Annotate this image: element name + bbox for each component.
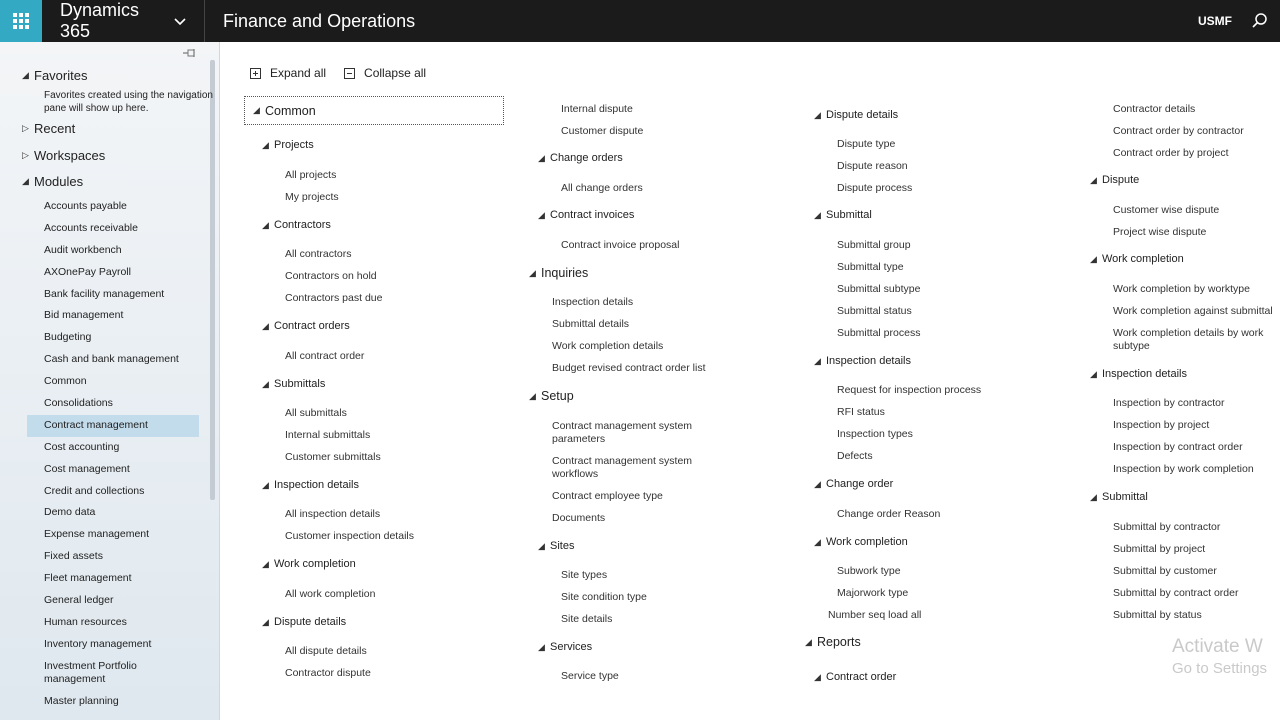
search-icon[interactable]	[1250, 11, 1270, 31]
group-change-orders[interactable]	[538, 152, 623, 164]
expand-triangle-icon: ▷	[22, 123, 29, 133]
module-item[interactable]: Bid management	[44, 309, 124, 322]
link-wc-against-submittal[interactable]: Work completion against submittal	[1113, 305, 1273, 317]
group-label: Setup	[541, 389, 574, 403]
link-site-types[interactable]: Site types	[561, 569, 608, 581]
group-setup[interactable]	[529, 389, 574, 403]
link-submittal-by-contractor[interactable]: Submittal by contractor	[1113, 521, 1221, 533]
module-item[interactable]: Cost management	[44, 462, 130, 475]
link-all-contract-order[interactable]: All contract order	[285, 350, 365, 362]
group-contract-invoices[interactable]	[538, 209, 634, 221]
link-change-order-reason[interactable]: Change order Reason	[837, 508, 941, 520]
group-reports[interactable]	[805, 635, 861, 649]
link-inspection-details[interactable]: Inspection details	[552, 296, 634, 308]
group-inspection-details[interactable]	[1090, 368, 1187, 380]
chevron-down-icon	[174, 13, 186, 29]
link-contractors-past-due[interactable]: Contractors past due	[285, 292, 383, 304]
group-dispute[interactable]	[1090, 174, 1139, 186]
module-item[interactable]: Cash and bank management	[44, 353, 179, 366]
navigation-pane	[0, 42, 220, 720]
collapse-triangle-icon: ◢	[538, 209, 545, 220]
group-common[interactable]	[244, 96, 504, 125]
link-customer-dispute[interactable]: Customer dispute	[561, 125, 644, 137]
collapse-triangle-icon: ◢	[814, 536, 821, 547]
link-internal-dispute[interactable]: Internal dispute	[561, 103, 633, 115]
group-work-completion[interactable]	[1090, 253, 1184, 265]
expand-all-label: Expand all	[270, 66, 327, 80]
group-contract-orders[interactable]	[262, 320, 350, 332]
module-item[interactable]: Demo data	[44, 506, 96, 519]
link-submittal-by-project[interactable]: Submittal by project	[1113, 543, 1206, 555]
link-submittal-subtype[interactable]: Submittal subtype	[837, 283, 921, 295]
link-contract-employee-type[interactable]: Contract employee type	[552, 490, 663, 502]
product-switcher[interactable]	[42, 0, 205, 42]
module-item[interactable]: General ledger	[44, 594, 114, 607]
link-customer-wise-dispute[interactable]: Customer wise dispute	[1113, 204, 1220, 216]
link-site-condition-type[interactable]: Site condition type	[561, 591, 647, 603]
collapse-all-label: Collapse all	[364, 66, 427, 80]
link-inspection-by-contractor[interactable]: Inspection by contractor	[1113, 397, 1225, 409]
module-item[interactable]: Cost accounting	[44, 440, 120, 453]
link-contract-order-by-project[interactable]: Contract order by project	[1113, 147, 1229, 159]
favorites-note: Favorites created using the navigation pane will show up here.	[44, 90, 213, 114]
group-label: Work completion	[826, 536, 908, 548]
collapse-triangle-icon: ◢	[262, 139, 269, 150]
link-contractor-details[interactable]: Contractor details	[1113, 103, 1196, 115]
link-documents[interactable]: Documents	[552, 512, 606, 524]
link-wc-details-by-work-subtype[interactable]: Work completion details by work subtype	[1113, 327, 1264, 352]
group-label: Reports	[817, 635, 861, 649]
group-services[interactable]	[538, 641, 592, 653]
link-all-inspection-details[interactable]: All inspection details	[285, 508, 381, 520]
collapse-triangle-icon: ◢	[814, 109, 821, 120]
link-project-wise-dispute[interactable]: Project wise dispute	[1113, 226, 1207, 238]
link-request-inspection-process[interactable]: Request for inspection process	[837, 384, 982, 396]
module-item[interactable]: Human resources	[44, 615, 127, 628]
nav-workspaces-label: Workspaces	[34, 148, 106, 163]
collapse-triangle-icon: ◢	[262, 219, 269, 230]
collapse-triangle-icon: ◢	[262, 378, 269, 389]
link-submittal-by-contract-order[interactable]: Submittal by contract order	[1113, 587, 1239, 599]
group-common-label: Common	[265, 103, 316, 118]
link-defects[interactable]: Defects	[837, 450, 873, 462]
link-all-dispute-details[interactable]: All dispute details	[285, 645, 367, 657]
link-dispute-process[interactable]: Dispute process	[837, 182, 913, 194]
module-item[interactable]: Inventory management	[44, 637, 152, 650]
collapse-triangle-icon: ◢	[814, 355, 821, 366]
module-item[interactable]: Fleet management	[44, 572, 132, 585]
link-all-work-completion[interactable]: All work completion	[285, 588, 376, 600]
watermark-line2: Go to Settings	[1172, 660, 1268, 677]
module-item[interactable]: Credit and collections	[44, 484, 145, 497]
collapse-triangle-icon: ◢	[22, 70, 29, 80]
activation-watermark	[1172, 636, 1280, 677]
group-label: Contractors	[274, 219, 331, 231]
link-cms-workflows[interactable]: Contract management system workflows	[552, 455, 693, 480]
group-label: Submittal	[1102, 491, 1148, 503]
collapse-triangle-icon: ◢	[529, 390, 536, 401]
module-list	[27, 196, 199, 713]
module-item[interactable]: Accounts payable	[44, 200, 127, 212]
collapse-triangle-icon: ◢	[814, 209, 821, 220]
collapse-triangle-icon: ◢	[1090, 491, 1097, 502]
link-submittal-details[interactable]: Submittal details	[552, 318, 630, 330]
group-projects[interactable]	[262, 139, 314, 151]
group-dispute-details[interactable]	[262, 616, 346, 628]
expand-triangle-icon: ▷	[22, 150, 29, 160]
link-my-projects[interactable]: My projects	[285, 191, 339, 203]
module-item[interactable]: Master planning	[44, 694, 119, 707]
link-budget-revised-contract-order-list[interactable]: Budget revised contract order list	[552, 362, 706, 374]
link-dispute-type[interactable]: Dispute type	[837, 138, 896, 150]
brand-label: Dynamics 365	[60, 0, 140, 41]
module-item[interactable]: Budgeting	[44, 331, 92, 344]
module-item[interactable]: Expense management	[44, 528, 150, 541]
group-label: Inspection details	[1102, 368, 1187, 380]
group-contractors[interactable]	[262, 219, 331, 231]
group-inspection-details[interactable]	[814, 355, 911, 367]
group-label: Change orders	[550, 152, 623, 164]
link-inspection-by-work-completion[interactable]: Inspection by work completion	[1113, 463, 1254, 475]
nav-favorites-label: Favorites	[34, 68, 88, 83]
link-dispute-reason[interactable]: Dispute reason	[837, 160, 908, 172]
link-majorwork-type[interactable]: Majorwork type	[837, 587, 909, 599]
collapse-icon	[344, 68, 355, 79]
collapse-all-button[interactable]	[344, 66, 426, 80]
group-label: Inspection details	[274, 479, 359, 491]
collapse-triangle-icon: ◢	[814, 478, 821, 489]
expand-all-button[interactable]	[250, 66, 326, 80]
nav-workspaces[interactable]	[22, 148, 105, 163]
group-label: Dispute	[1102, 174, 1140, 186]
collapse-triangle-icon: ◢	[1090, 253, 1097, 264]
link-all-submittals[interactable]: All submittals	[285, 407, 347, 419]
collapse-triangle-icon: ◢	[262, 320, 269, 331]
group-label: Work completion	[274, 558, 356, 570]
group-label: Dispute details	[274, 616, 347, 628]
company-picker[interactable]: USMF	[1198, 14, 1232, 28]
pin-icon[interactable]	[183, 48, 197, 61]
link-submittal-type[interactable]: Submittal type	[837, 261, 904, 273]
link-inspection-by-contract-order[interactable]: Inspection by contract order	[1113, 441, 1243, 453]
group-change-order[interactable]	[814, 478, 893, 490]
group-work-completion[interactable]	[262, 558, 356, 570]
link-rfi-status[interactable]: RFI status	[837, 406, 885, 418]
link-work-completion-details[interactable]: Work completion details	[552, 340, 664, 352]
link-submittal-group[interactable]: Submittal group	[837, 239, 911, 251]
module-item[interactable]: Fixed assets	[44, 550, 103, 563]
nav-favorites[interactable]	[22, 68, 87, 83]
link-service-type[interactable]: Service type	[561, 670, 619, 682]
module-item[interactable]: AXOnePay Payroll	[44, 265, 131, 278]
link-inspection-by-project[interactable]: Inspection by project	[1113, 419, 1210, 431]
workspace-toolbar	[250, 66, 444, 80]
nav-modules-label: Modules	[34, 174, 84, 189]
nav-scrollbar[interactable]	[210, 60, 215, 500]
link-contract-order-by-contractor[interactable]: Contract order by contractor	[1113, 125, 1244, 137]
waffle-icon	[13, 13, 29, 29]
group-label: Contract order	[826, 671, 897, 683]
link-contractor-dispute[interactable]: Contractor dispute	[285, 667, 371, 679]
group-label: Submittal	[826, 209, 872, 221]
module-item[interactable]: Consolidations	[44, 397, 113, 410]
nav-modules[interactable]	[22, 174, 83, 189]
collapse-triangle-icon: ◢	[529, 267, 536, 278]
group-submittal[interactable]	[814, 209, 872, 221]
group-label: Inquiries	[541, 266, 589, 280]
group-label: Sites	[550, 540, 575, 552]
link-all-contractors[interactable]: All contractors	[285, 248, 352, 260]
module-item[interactable]: Bank facility management	[44, 287, 165, 300]
group-label: Work completion	[1102, 253, 1184, 265]
watermark-line1: Activate W	[1172, 636, 1263, 657]
link-submittal-by-status[interactable]: Submittal by status	[1113, 609, 1202, 621]
collapse-triangle-icon: ◢	[538, 152, 545, 163]
link-site-details[interactable]: Site details	[561, 613, 613, 625]
app-launcher-button[interactable]	[0, 0, 42, 42]
module-item[interactable]: Audit workbench	[44, 243, 122, 256]
collapse-triangle-icon: ◢	[538, 540, 545, 551]
link-number-seq-load-all[interactable]: Number seq load all	[828, 609, 922, 621]
link-inspection-types[interactable]: Inspection types	[837, 428, 913, 440]
group-contract-order[interactable]	[814, 671, 896, 683]
nav-recent[interactable]	[22, 121, 75, 136]
link-submittal-status[interactable]: Submittal status	[837, 305, 912, 317]
collapse-triangle-icon: ◢	[262, 616, 269, 627]
group-submittals[interactable]	[262, 378, 325, 390]
group-inquiries[interactable]	[529, 266, 588, 280]
collapse-triangle-icon: ◢	[814, 671, 821, 682]
group-label: Inspection details	[826, 355, 911, 367]
nav-recent-label: Recent	[34, 121, 76, 136]
link-submittal-by-customer[interactable]: Submittal by customer	[1113, 565, 1217, 577]
top-bar	[0, 0, 1280, 42]
link-wc-by-worktype[interactable]: Work completion by worktype	[1113, 283, 1250, 295]
group-submittal[interactable]	[1090, 491, 1148, 503]
link-contract-invoice-proposal[interactable]: Contract invoice proposal	[561, 239, 680, 251]
module-item[interactable]: Common	[44, 375, 87, 388]
link-submittal-process[interactable]: Submittal process	[837, 327, 921, 339]
collapse-triangle-icon: ◢	[805, 636, 812, 647]
link-all-change-orders[interactable]: All change orders	[561, 182, 643, 194]
link-customer-submittals[interactable]: Customer submittals	[285, 451, 381, 463]
module-item-selected[interactable]: Contract management	[27, 415, 199, 437]
module-item[interactable]: Investment Portfolio management	[44, 659, 137, 685]
group-work-completion[interactable]	[814, 536, 908, 548]
collapse-triangle-icon: ◢	[253, 105, 260, 115]
collapse-triangle-icon: ◢	[262, 558, 269, 569]
link-subwork-type[interactable]: Subwork type	[837, 565, 901, 577]
link-internal-submittals[interactable]: Internal submittals	[285, 429, 371, 441]
link-all-projects[interactable]: All projects	[285, 169, 337, 181]
link-customer-inspection-details[interactable]: Customer inspection details	[285, 530, 414, 542]
collapse-triangle-icon: ◢	[1090, 368, 1097, 379]
app-title: Finance and Operations	[223, 10, 416, 31]
collapse-triangle-icon: ◢	[22, 176, 29, 186]
group-label: Contract orders	[274, 320, 350, 332]
group-inspection-details[interactable]	[262, 479, 359, 491]
link-cms-parameters[interactable]: Contract management system parameters	[552, 420, 693, 445]
group-label: Dispute details	[826, 109, 899, 121]
collapse-triangle-icon: ◢	[262, 479, 269, 490]
collapse-triangle-icon: ◢	[1090, 174, 1097, 185]
group-label: Change order	[826, 478, 894, 490]
group-label: Projects	[274, 139, 314, 151]
link-contractors-on-hold[interactable]: Contractors on hold	[285, 270, 377, 282]
group-sites[interactable]	[538, 540, 574, 552]
group-label: Submittals	[274, 378, 326, 390]
expand-icon	[250, 68, 261, 79]
group-label: Services	[550, 641, 593, 653]
group-label: Contract invoices	[550, 209, 635, 221]
collapse-triangle-icon: ◢	[538, 641, 545, 652]
module-item[interactable]: Accounts receivable	[44, 221, 138, 234]
group-dispute-details[interactable]	[814, 109, 898, 121]
